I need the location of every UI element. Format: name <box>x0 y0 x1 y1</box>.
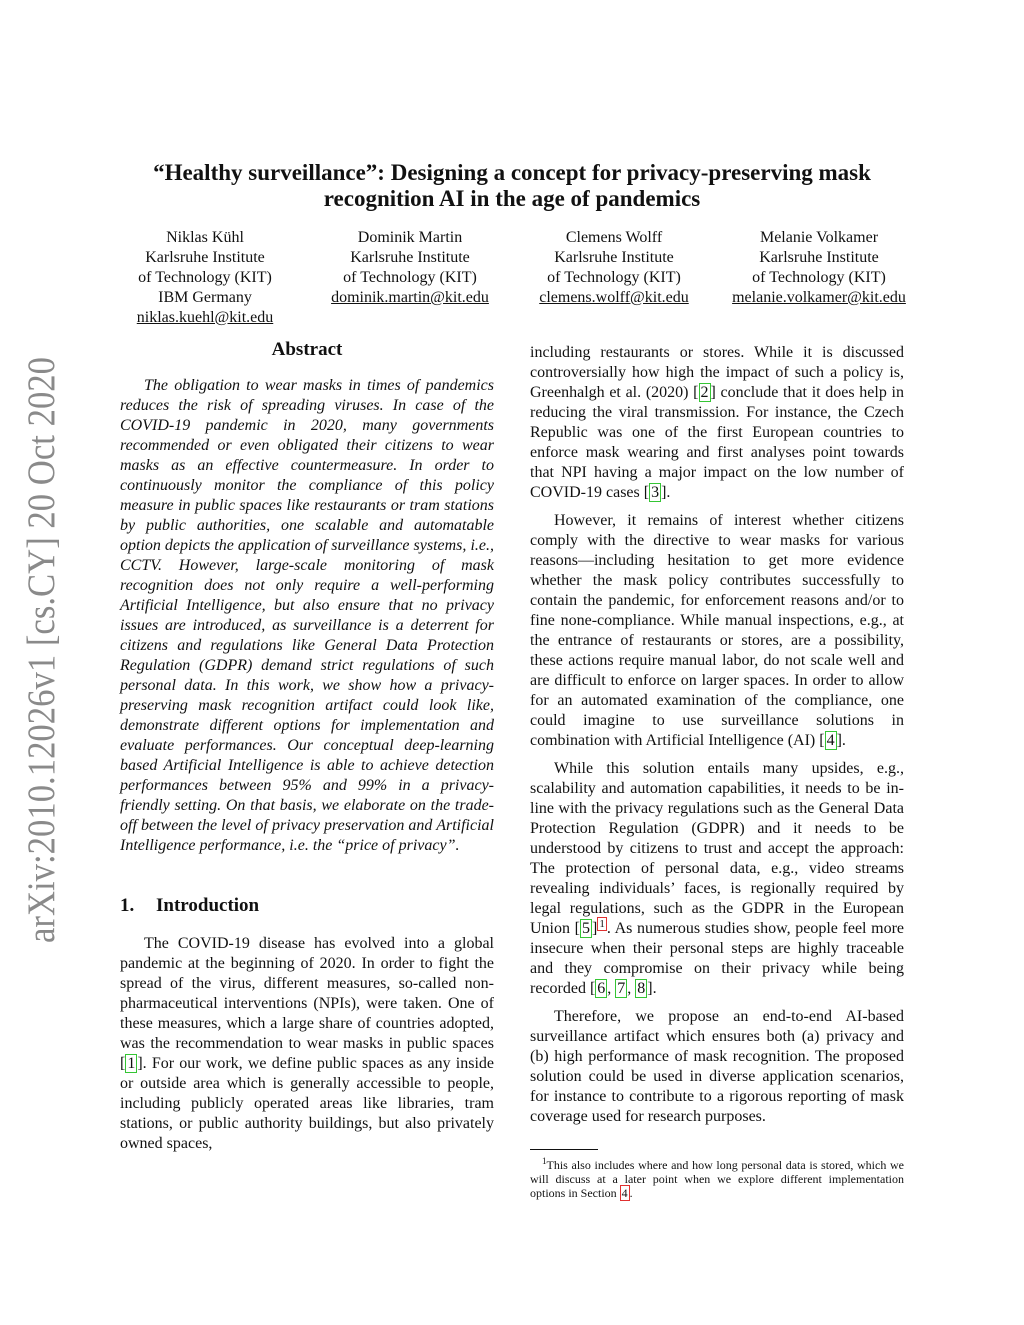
para-text: including restaurants or stores. While it is discussed controversially how high the impact of such a policy is, Greenhalgh et al. (2020) <box>530 344 904 401</box>
paragraph-4: Therefore, we propose an end-to-end AI-based surveillance artifact which ensures both (a) privacy and (b) high performance of mask recognition. The proposed solution could be used in diverse application scenarios, for instance to contribute to a rigorous reporting of mask coverage used for research purposes. <box>530 1008 904 1125</box>
author-affiliation: Karlsruhe Institute <box>554 249 674 266</box>
abstract-heading: Abstract <box>271 339 343 360</box>
author-block-4 <box>719 228 919 308</box>
author-name: Dominik Martin <box>357 229 463 246</box>
citation-link[interactable]: 5 <box>581 920 590 937</box>
paragraph-3: While this solution entails many upsides, e.g., scalability and automation capabilities, it needs to be in-line with the privacy regulations such as the General Data Protection Regulation (GDPR) and it needs to be understood by citizens to trust and accept the approach: The protection of personal data, e.g., video streams revealing individuals’ faces, is regionally required by legal regulations, such as the GDPR in the European Union [ 5 ] $^1$ . As numerous studies show, people feel more insecure when their personal steps are highly traceable and they compromise on their privacy while being recorded [ 6 , 7 , 8 ]. <box>530 760 905 997</box>
author-affiliation: Karlsruhe Institute <box>759 249 879 266</box>
citation-link[interactable]: 2 <box>700 384 709 401</box>
right-column <box>530 343 904 1200</box>
author-email[interactable]: melanie.volkamer@kit.edu <box>732 289 906 306</box>
section-number: 1. <box>120 895 135 916</box>
author-email[interactable]: clemens.wolff@kit.edu <box>539 289 689 306</box>
intro-paragraph-1: The COVID-19 disease has evolved into a global pandemic at the beginning of 2020. In order to fight the spread of the virus, different measures, so-called non-pharmaceutical interventions (NPIs), were taken. One of these measures, which a large share of countries adopted, was the recommendation to wear masks in public spaces [ 1 ]. For our work, we define public spaces as any inside or outside area which is generally accessible to people, including publicly operated areas like libraries, tram stations, or public authority buildings, but also privately owned spaces, <box>120 935 494 1152</box>
author-name: Melanie Volkamer <box>759 229 879 246</box>
author-affiliation: IBM Germany <box>158 289 252 306</box>
footnote: $^1$This also includes where and how long personal data is stored, which we will discuss at a later point when we explore different implementation options in Section 4 . <box>530 1156 904 1200</box>
intro-text-cont: . For our work, we define public spaces as any inside or outside area which is generally accessible to people, including publicly operated areas like libraries, tram stations, or public authority buildings, but also privately owned spaces, <box>120 1055 494 1152</box>
abstract-text: The obligation to wear masks in times of pandemics reduces the risk of spreading viruses. In case of the COVID-19 pandemic in 2020, many governments recommended or even obligated their citizens to wear masks as an effective countermeasure. In order to continuously monitor the compliance of this policy measure in public spaces like restaurants or tram stations by public authorities, one scalable and automatable option depicts the application of surveillance systems, i.e., CCTV. However, large-scale monitoring of mask recognition does not only require a well-performing Artificial Intelligence, but also ensure that no privacy issues are introduced, as surveillance is a deterrent for citizens and regulations like General Data Protection Regulation (GDPR) demand strict regulations of such personal data. In this work, we show how a privacy-preserving mask recognition artifact could look like, demonstrate different options for implementation and evaluate performances. Our conceptual deep-learning based Artificial Intelligence is able to achieve detection performances between 95% and 99% in a privacy-friendly setting. On that basis, we elaborate on the trade-off between the level of privacy preservation and Artificial Intelligence performance, i.e. the “price of privacy”. <box>120 377 494 854</box>
left-column <box>120 340 494 1154</box>
citation-link[interactable]: 8 <box>637 980 646 997</box>
author-affiliation: of Technology (KIT) <box>752 269 886 286</box>
author-name: Clemens Wolff <box>565 229 663 246</box>
arxiv-stamp-text: arXiv:2010.12026v1 [cs.CY] 20 Oct 2020 <box>20 355 63 943</box>
author-affiliation: of Technology (KIT) <box>138 269 272 286</box>
section-heading-introduction <box>120 896 494 916</box>
para-text: While this solution entails many upsides, e.g., scalability and automation capabilities, it needs to be in-line with the privacy regulations such as the General Data Protection Regulation (GDPR) and it needs to be understood by citizens to trust and accept the approach: The protection of personal data, e.g., video streams revealing individuals’ faces, is regionally required by legal regulations, such as the GDPR in the European Union <box>530 760 904 937</box>
footnote-text: This also includes where and how long personal data is stored, which we will discuss at a later point when we explore different implementation options in Section <box>530 1158 904 1200</box>
intro-text: The COVID-19 disease has evolved into a global pandemic at the beginning of 2020. In order to fight the spread of the virus, different measures, so-called non-pharmaceutical interventions (NPIs), were taken. One of these measures, which a large share of countries adopted, was the recommendation to wear masks in public spaces <box>120 935 494 1052</box>
para-text: However, it remains of interest whether citizens comply with the directive to wear masks for various reasons—including hesitation to get more evidence whether the mask policy contributes successfully to contain the pandemic, for enforcement reasons and/or to fine none-compliance. While manual inspections, e.g., at the entrance of restaurants or stores, are a possibility, these actions require manual labor, do not scale well and are difficult to enforce on larger spaces. In order to allow for an automated examination of the compliance, one could imagine to use surveillance solutions in combination with Artificial Intelligence (AI) <box>530 512 904 749</box>
title-line-2: recognition AI in the age of pandemics <box>323 186 701 211</box>
arxiv-stamp <box>12 355 66 945</box>
author-affiliation: Karlsruhe Institute <box>145 249 265 266</box>
citation-link[interactable]: 7 <box>617 980 626 997</box>
citation-link[interactable]: 6 <box>597 980 606 997</box>
footnote-divider <box>530 1149 598 1150</box>
author-affiliation: Karlsruhe Institute <box>350 249 470 266</box>
author-block-1 <box>105 228 305 328</box>
author-block-2 <box>310 228 510 308</box>
author-email[interactable]: dominik.martin@kit.edu <box>331 289 489 306</box>
citation-link[interactable]: 3 <box>651 484 660 501</box>
paragraph-2: However, it remains of interest whether citizens comply with the directive to wear masks for various reasons—including hesitation to get more evidence whether the mask policy contributes successfully to contain the pandemic, for enforcement reasons and/or to fine none-compliance. While manual inspections, e.g., at the entrance of restaurants or stores, are a possibility, these actions require manual labor, do not scale well and are difficult to enforce on larger spaces. In order to allow for an automated examination of the compliance, one could imagine to use surveillance solutions in combination with Artificial Intelligence (AI) [ 4 ]. <box>530 512 904 749</box>
paragraph-continued: including restaurants or stores. While it is discussed controversially how high the impact of such a policy is, Greenhalgh et al. (2020) [ 2 ] conclude that it does help in reducing the viral transmission. For instance, the Czech Republic was one of the first European countries to enforce mask wearing and first analyses point towards that NPI having a major impact on the low number of COVID-19 cases [ 3 ]. <box>530 344 905 501</box>
citation-link[interactable]: 1 <box>127 1055 136 1072</box>
author-name: Niklas Kühl <box>166 229 244 246</box>
footnote-ref[interactable]: 1 <box>599 917 605 930</box>
paper-title <box>100 160 924 212</box>
citation-link[interactable]: 4 <box>826 732 835 749</box>
title-line-1: “Healthy surveillance”: Designing a concept for privacy-preserving mask <box>153 160 871 185</box>
author-affiliation: of Technology (KIT) <box>343 269 477 286</box>
author-block-3 <box>514 228 714 308</box>
section-ref-link[interactable]: 4 <box>621 1186 628 1200</box>
para-text: . As numerous studies show, people feel more insecure when their personal steps are highly traceable and they compromise on their privacy while being recorded <box>530 920 905 997</box>
author-affiliation: of Technology (KIT) <box>547 269 681 286</box>
author-email[interactable]: niklas.kuehl@kit.edu <box>136 309 274 326</box>
para-text: conclude that it does help in reducing the viral transmission. For instance, the Czech Republic was one of the first European countries to enforce mask wearing and first analyses point towards that NPI having a major impact on the low number of COVID-19 cases <box>530 384 905 501</box>
section-title: Introduction <box>156 895 260 916</box>
footnote-mark: 1 <box>542 1156 547 1166</box>
